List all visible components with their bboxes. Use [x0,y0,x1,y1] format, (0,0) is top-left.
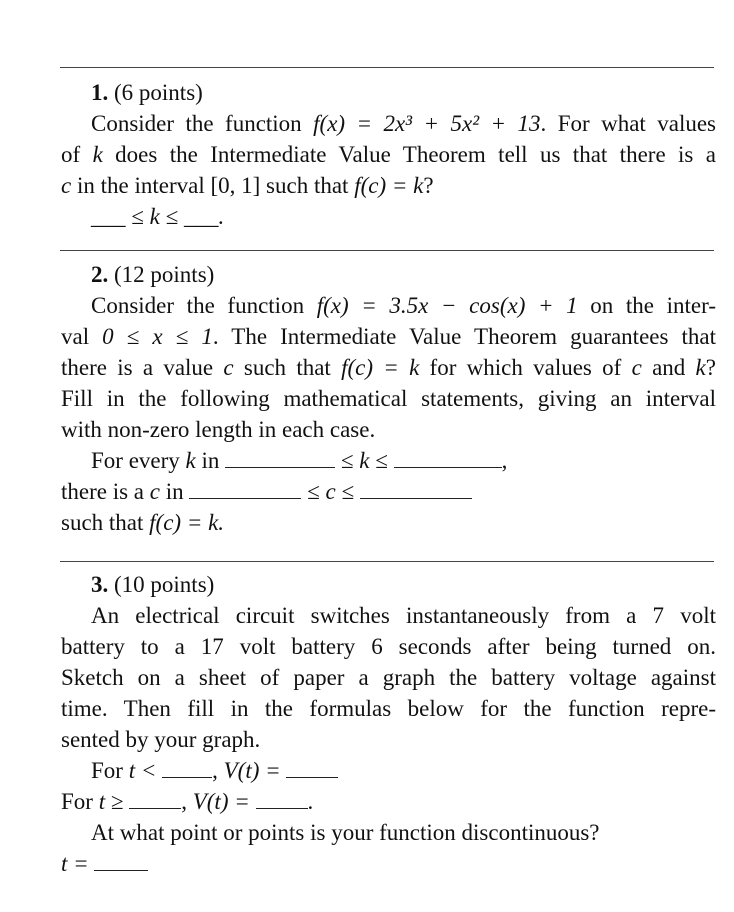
text: and [641,355,696,380]
problem-3-question: At what point or points is your function discontinuous? [91,820,600,845]
text: in [159,479,190,504]
k-lower-blank[interactable] [225,451,335,468]
problem-2-line-2 [61,321,716,352]
problem-1-line-1 [91,108,716,139]
math-var: k [359,448,370,473]
problem-3-line-3: Sketch on a sheet of paper a graph the battery voltage against [61,665,716,690]
math-var: c [61,173,72,198]
problem-3-header [91,569,716,600]
problem-2-fill-end [61,507,716,538]
problem-2-header [91,259,716,290]
text: in [195,448,226,473]
math-var: k [695,355,706,380]
t-after-blank[interactable] [129,792,181,809]
text: on the inter- [577,293,716,318]
problem-number: 2. [91,262,109,287]
math-expr: 0 ≤ x ≤ 1 [102,324,213,349]
text: does the Intermediate Value Theorem tell us that there is a [102,142,716,167]
t-before-blank[interactable] [162,761,212,778]
problem-2-line-4: Fill in the following mathematical statements, giving an interval [61,386,716,411]
function-expression: f(x) = 2x³ + 5x² + 13 [313,111,541,136]
math-interval: [0, 1] [210,173,261,198]
text: for which values of [419,355,632,380]
math-expr: t ≥ [98,789,124,814]
answer-template: ___ ≤ k ≤ ___. [91,204,225,229]
math-expr: f(c) = k [341,355,420,380]
text: ? [423,173,434,198]
problem-1-answer [91,201,716,232]
text: For every [91,448,186,473]
problem-2-fill-c: there is a c in ≤ c ≤ [61,476,716,507]
text: such that [233,355,342,380]
text: of [61,142,93,167]
problem-3-fill-after: For t ≥ , V(t) = . [61,789,314,814]
function-expression: f(x) = 3.5x − cos(x) + 1 [316,293,578,318]
math-var: k [92,142,103,167]
text: such that [61,510,150,535]
c-lower-blank[interactable] [189,482,301,499]
problem-1-line-2 [61,139,716,170]
text: ? [705,355,716,380]
text: in the interval [71,173,211,198]
problem-points: (6 points) [114,80,203,105]
text: Consider the function [91,293,317,318]
text: , [212,758,224,783]
v-after-blank[interactable] [256,792,308,809]
divider-2 [60,250,714,251]
math-expr: V(t) = [223,758,281,783]
math-var: k [185,448,196,473]
problem-number: 3. [91,572,109,597]
text: Consider the function [91,111,314,136]
math-var: c [631,355,642,380]
k-upper-blank[interactable] [394,451,502,468]
text: . The Intermediate Value Theorem guarantees that [212,324,716,349]
c-upper-blank[interactable] [360,482,472,499]
problem-3-t-answer [61,848,716,879]
problem-3-fill-before [91,755,716,786]
problem-1-line-3 [61,170,716,201]
problem-3-line-2: battery to a 17 volt battery 6 seconds after being turned on. [61,634,716,659]
problem-3-line-4: time. Then fill in the formulas below for the function repre- [61,696,716,721]
text: For [91,758,129,783]
math-var: c [223,355,234,380]
math-expr: V(t) = [192,789,250,814]
problem-points: (10 points) [114,572,215,597]
text: val [61,324,103,349]
v-before-blank[interactable] [286,761,338,778]
problem-3-line-5: sented by your graph. [61,727,261,752]
math-expr: f(c) = k [354,173,424,198]
problem-2-fill-k: For every k in ≤ k ≤ , [91,448,508,473]
divider-1 [60,67,714,68]
math-expr: t < [128,758,157,783]
text: there is a [61,479,150,504]
divider-3 [60,561,714,562]
problem-1-header [91,77,716,108]
math-var: c [325,479,336,504]
problem-2-line-5: with non-zero length in each case. [61,417,376,442]
problem-number: 1. [91,80,109,105]
problem-2-line-1 [91,290,716,321]
text: there is a value [61,355,224,380]
math-expr: t = [61,851,89,876]
text: . For what values [540,111,717,136]
problem-2-line-3 [61,352,716,383]
problem-3-line-1: An electrical circuit switches instantaneously from a 7 volt [91,603,716,628]
problem-points: (12 points) [114,262,215,287]
math-var: c [149,479,160,504]
discontinuity-blank[interactable] [94,854,148,871]
text: such that [260,173,355,198]
text: , [181,789,193,814]
math-expr: f(c) = k. [149,510,225,535]
text: For [61,789,99,814]
